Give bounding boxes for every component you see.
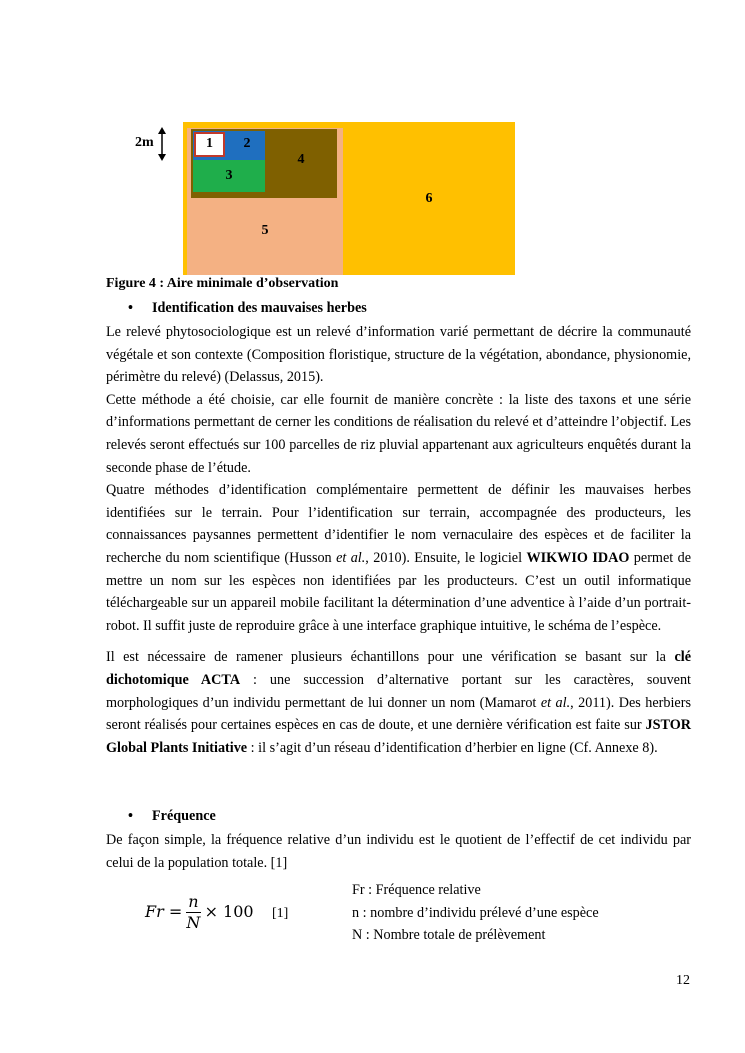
p3-text-a: Quatre méthodes d’identification complémentaire permettent de définir les mauvaises herbes identifiées sur le terrain. Pour l’identification sur terrain, accompagnée des producteurs, les connaissances paysannes permettent d’identifier le nom vernaculaire des espèces et de faciliter la recherche du nom scientifique (Husson <box>106 482 691 566</box>
legend-item: Fr : Fréquence relative <box>352 882 481 898</box>
p4-text-d: : il s’agit d’un réseau d’identification d’herbier en ligne (Cf. Annexe 8). <box>247 739 658 756</box>
paragraph-3 <box>106 479 691 637</box>
p4-etal: et al. <box>540 694 571 711</box>
block-2-label: 2 <box>243 136 251 151</box>
p4-jstor-name: JSTOR Global Plants Initiative <box>106 717 691 756</box>
formula-legend <box>352 879 599 947</box>
bullet-icon: • <box>128 300 133 316</box>
p4-text-b: : une succession d’alternative portant sur les caractères, souvent morphologiques d’un individu permettant de lui donner un nom (Mamarot <box>106 671 691 711</box>
frequence-text <box>106 829 691 874</box>
formula-lhs: Fr = <box>145 902 183 921</box>
block-3-label: 3 <box>225 168 233 183</box>
bullet-icon: • <box>128 808 133 824</box>
p4-text-c: , 2011). Des herbiers seront réalisés pour certaines espèces en cas de doute, et une dernière vérification est faite sur <box>106 694 691 734</box>
p4-text-a: Il est nécessaire de ramener plusieurs échantillons pour une vérification se basant sur la <box>106 649 675 666</box>
p3-text-c: permet de mettre un nom sur les espèces non identifiées par les producteurs. C’est un outil informatique téléchargeable sur un appareil mobile facilitant la détermination d’une adventice à l’aide d’un portrait-robot. Il suffit juste de reproduire grâce à une interface graphique intuitive, le schéma de l’espèce. <box>106 549 691 634</box>
plot-diagram <box>183 122 515 275</box>
legend-item: N : Nombre totale de prélèvement <box>352 927 546 944</box>
block-5-label: 5 <box>261 223 269 238</box>
formula-numerator: n <box>188 892 199 911</box>
p3-software-name: WIKWIO IDAO <box>526 549 630 566</box>
p3-text-b: , 2010). Ensuite, le logiciel <box>365 549 527 566</box>
block-1-label: 1 <box>206 136 213 151</box>
body-text <box>106 321 691 759</box>
scale-label: 2m <box>135 135 154 150</box>
figure-caption: Figure 4 : Aire minimale d’observation <box>106 276 339 291</box>
formula-denominator: N <box>186 913 201 932</box>
paragraph-5: De façon simple, la fréquence relative d’un individu est le quotient de l’effectif de cet individu par celui de la population totale. [1] <box>106 832 691 871</box>
formula-rhs: × 100 <box>204 902 254 921</box>
paragraph-1: Le relevé phytosociologique est un relevé d’information varié permettant de décrire la communauté végétale et son contexte (Composition floristique, structure de la végétation, abondance, physionomie, périmètre du relevé) (Delassus, 2015). <box>106 324 691 386</box>
frequency-formula <box>145 892 254 933</box>
scale-arrow-icon <box>157 127 167 161</box>
frequence-heading-text: Fréquence <box>152 808 216 824</box>
paragraph-4 <box>106 646 691 759</box>
formula-ref: [1] <box>272 906 289 921</box>
identification-heading <box>128 300 367 317</box>
frequence-heading <box>128 808 216 825</box>
p3-etal: et al. <box>336 549 366 566</box>
page-number: 12 <box>676 973 690 988</box>
p4-key-name: clé dichotomique ACTA <box>106 649 691 688</box>
legend-item: n : nombre d’individu prélevé d’une espèce <box>352 904 599 921</box>
paragraph-2: Cette méthode a été choisie, car elle fournit de manière concrète : la liste des taxons et une série d’informations permettant de cerner les conditions de réalisation du relevé et d’atteindre l’objectif. Les relevés seront effectués sur 100 parcelles de riz pluvial appartenant aux agriculteurs enquêtés durant la seconde phase de l’étude. <box>106 391 691 476</box>
formula-fraction <box>186 892 200 933</box>
block-6-label: 6 <box>425 191 433 206</box>
block-4-label: 4 <box>297 152 305 167</box>
identification-heading-text: Identification des mauvaises herbes <box>152 300 367 316</box>
